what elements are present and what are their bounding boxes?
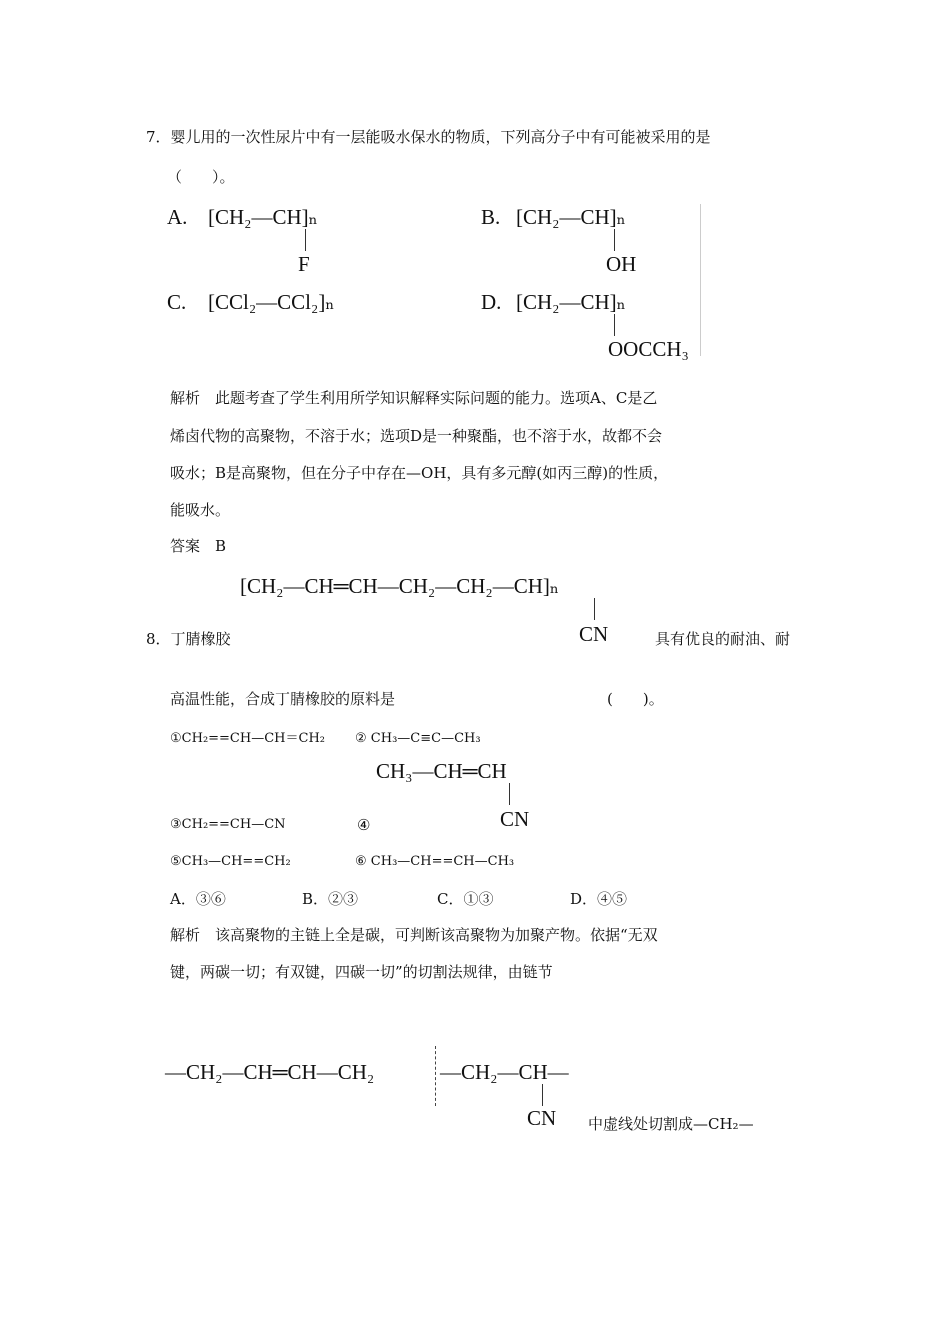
- q7-option-a-label: A.: [167, 205, 188, 229]
- q7-analysis-line-3: 吸水；B是高聚物，但在分子中存在—OH，具有多元醇(如丙三醇)的性质，: [170, 464, 669, 482]
- q7-option-d-substituent: OOCCH₃: [608, 337, 689, 361]
- q8-item-3: ③CH₂==CH—CN: [170, 817, 286, 832]
- q8-analysis-line-1: 解析 该高聚物的主链上全是碳，可判断该高聚物为加聚产物。依据“无双: [170, 926, 658, 944]
- q7-option-d-bond: [614, 314, 615, 336]
- margin-rule: [700, 204, 701, 356]
- q8-stem-line-2: 高温性能，合成丁腈橡胶的原料是: [170, 690, 396, 708]
- q7-analysis-line-4: 能吸水。: [170, 501, 231, 519]
- q7-option-a-substituent: F: [298, 252, 310, 276]
- q8-choice-d: D．④⑤: [570, 890, 628, 908]
- q7-analysis-line-2: 烯卤代物的高聚物，不溶于水；选项D是一种聚酯，也不溶于水，故都不会: [170, 427, 663, 445]
- q7-option-b-substituent: OH: [606, 252, 637, 276]
- q7-paren: （ ）。: [167, 168, 235, 186]
- q8-chain-substituent: CN: [527, 1106, 557, 1130]
- q8-stem-right: 具有优良的耐油、耐: [655, 630, 791, 648]
- q8-polymer-formula: [CH₂—CH═CH—CH₂—CH₂—CH]ₙ: [240, 574, 559, 598]
- q8-item-4-substituent: CN: [500, 807, 530, 831]
- q8-stem-left: 8．丁腈橡胶: [146, 630, 231, 648]
- q8-chain-bond: [542, 1084, 543, 1106]
- q7-option-a-formula: [CH₂—CH]ₙ: [208, 205, 318, 229]
- q7-option-c-label: C.: [167, 290, 187, 314]
- q7-answer: 答案 B: [170, 537, 227, 555]
- q7-option-b-label: B.: [481, 205, 501, 229]
- q8-choice-a: A．③⑥: [170, 890, 226, 908]
- q8-item-5: ⑤CH₃—CH==CH₂: [170, 854, 291, 869]
- q8-item-2: ② CH₃—C≡C—CH₃: [355, 731, 481, 746]
- q8-paren: ( )。: [607, 690, 664, 708]
- q8-analysis-line-2: 键，两碳一切；有双键，四碳一切”的切割法规律，由链节: [170, 963, 553, 981]
- q8-chain-left: —CH₂—CH═CH—CH₂: [165, 1060, 375, 1084]
- q8-chain-right: —CH₂—CH—: [440, 1060, 569, 1084]
- q8-choice-b: B．②③: [302, 890, 359, 908]
- q7-option-d-label: D.: [481, 290, 502, 314]
- q7-analysis-line-1: 解析 此题考查了学生利用所学知识解释实际问题的能力。选项A、C是乙: [170, 389, 658, 407]
- q7-option-a-bond: [305, 229, 306, 251]
- q7-option-b-formula: [CH₂—CH]ₙ: [516, 205, 626, 229]
- q8-polymer-bond: [594, 598, 595, 620]
- q8-choice-c: C．①③: [437, 890, 494, 908]
- q7-option-d-formula: [CH₂—CH]ₙ: [516, 290, 626, 314]
- q8-item-6: ⑥ CH₃—CH==CH—CH₃: [355, 854, 515, 869]
- q8-chain-tail: 中虚线处切割成—CH₂—: [588, 1115, 754, 1133]
- q8-item-4: ④: [357, 816, 371, 834]
- q8-cut-line: [435, 1046, 436, 1106]
- q8-item-1: ①CH₂==CH—CH＝CH₂: [170, 731, 325, 746]
- q7-stem: 7．婴儿用的一次性尿片中有一层能吸水保水的物质，下列高分子中有可能被采用的是: [146, 128, 711, 146]
- q8-item-4-bond: [509, 783, 510, 805]
- q8-polymer-substituent: CN: [579, 622, 609, 646]
- q7-option-c-formula: [CCl₂—CCl₂]ₙ: [208, 290, 335, 314]
- q7-option-b-bond: [614, 229, 615, 251]
- q8-item-4-formula: CH₃—CH═CH: [376, 759, 507, 783]
